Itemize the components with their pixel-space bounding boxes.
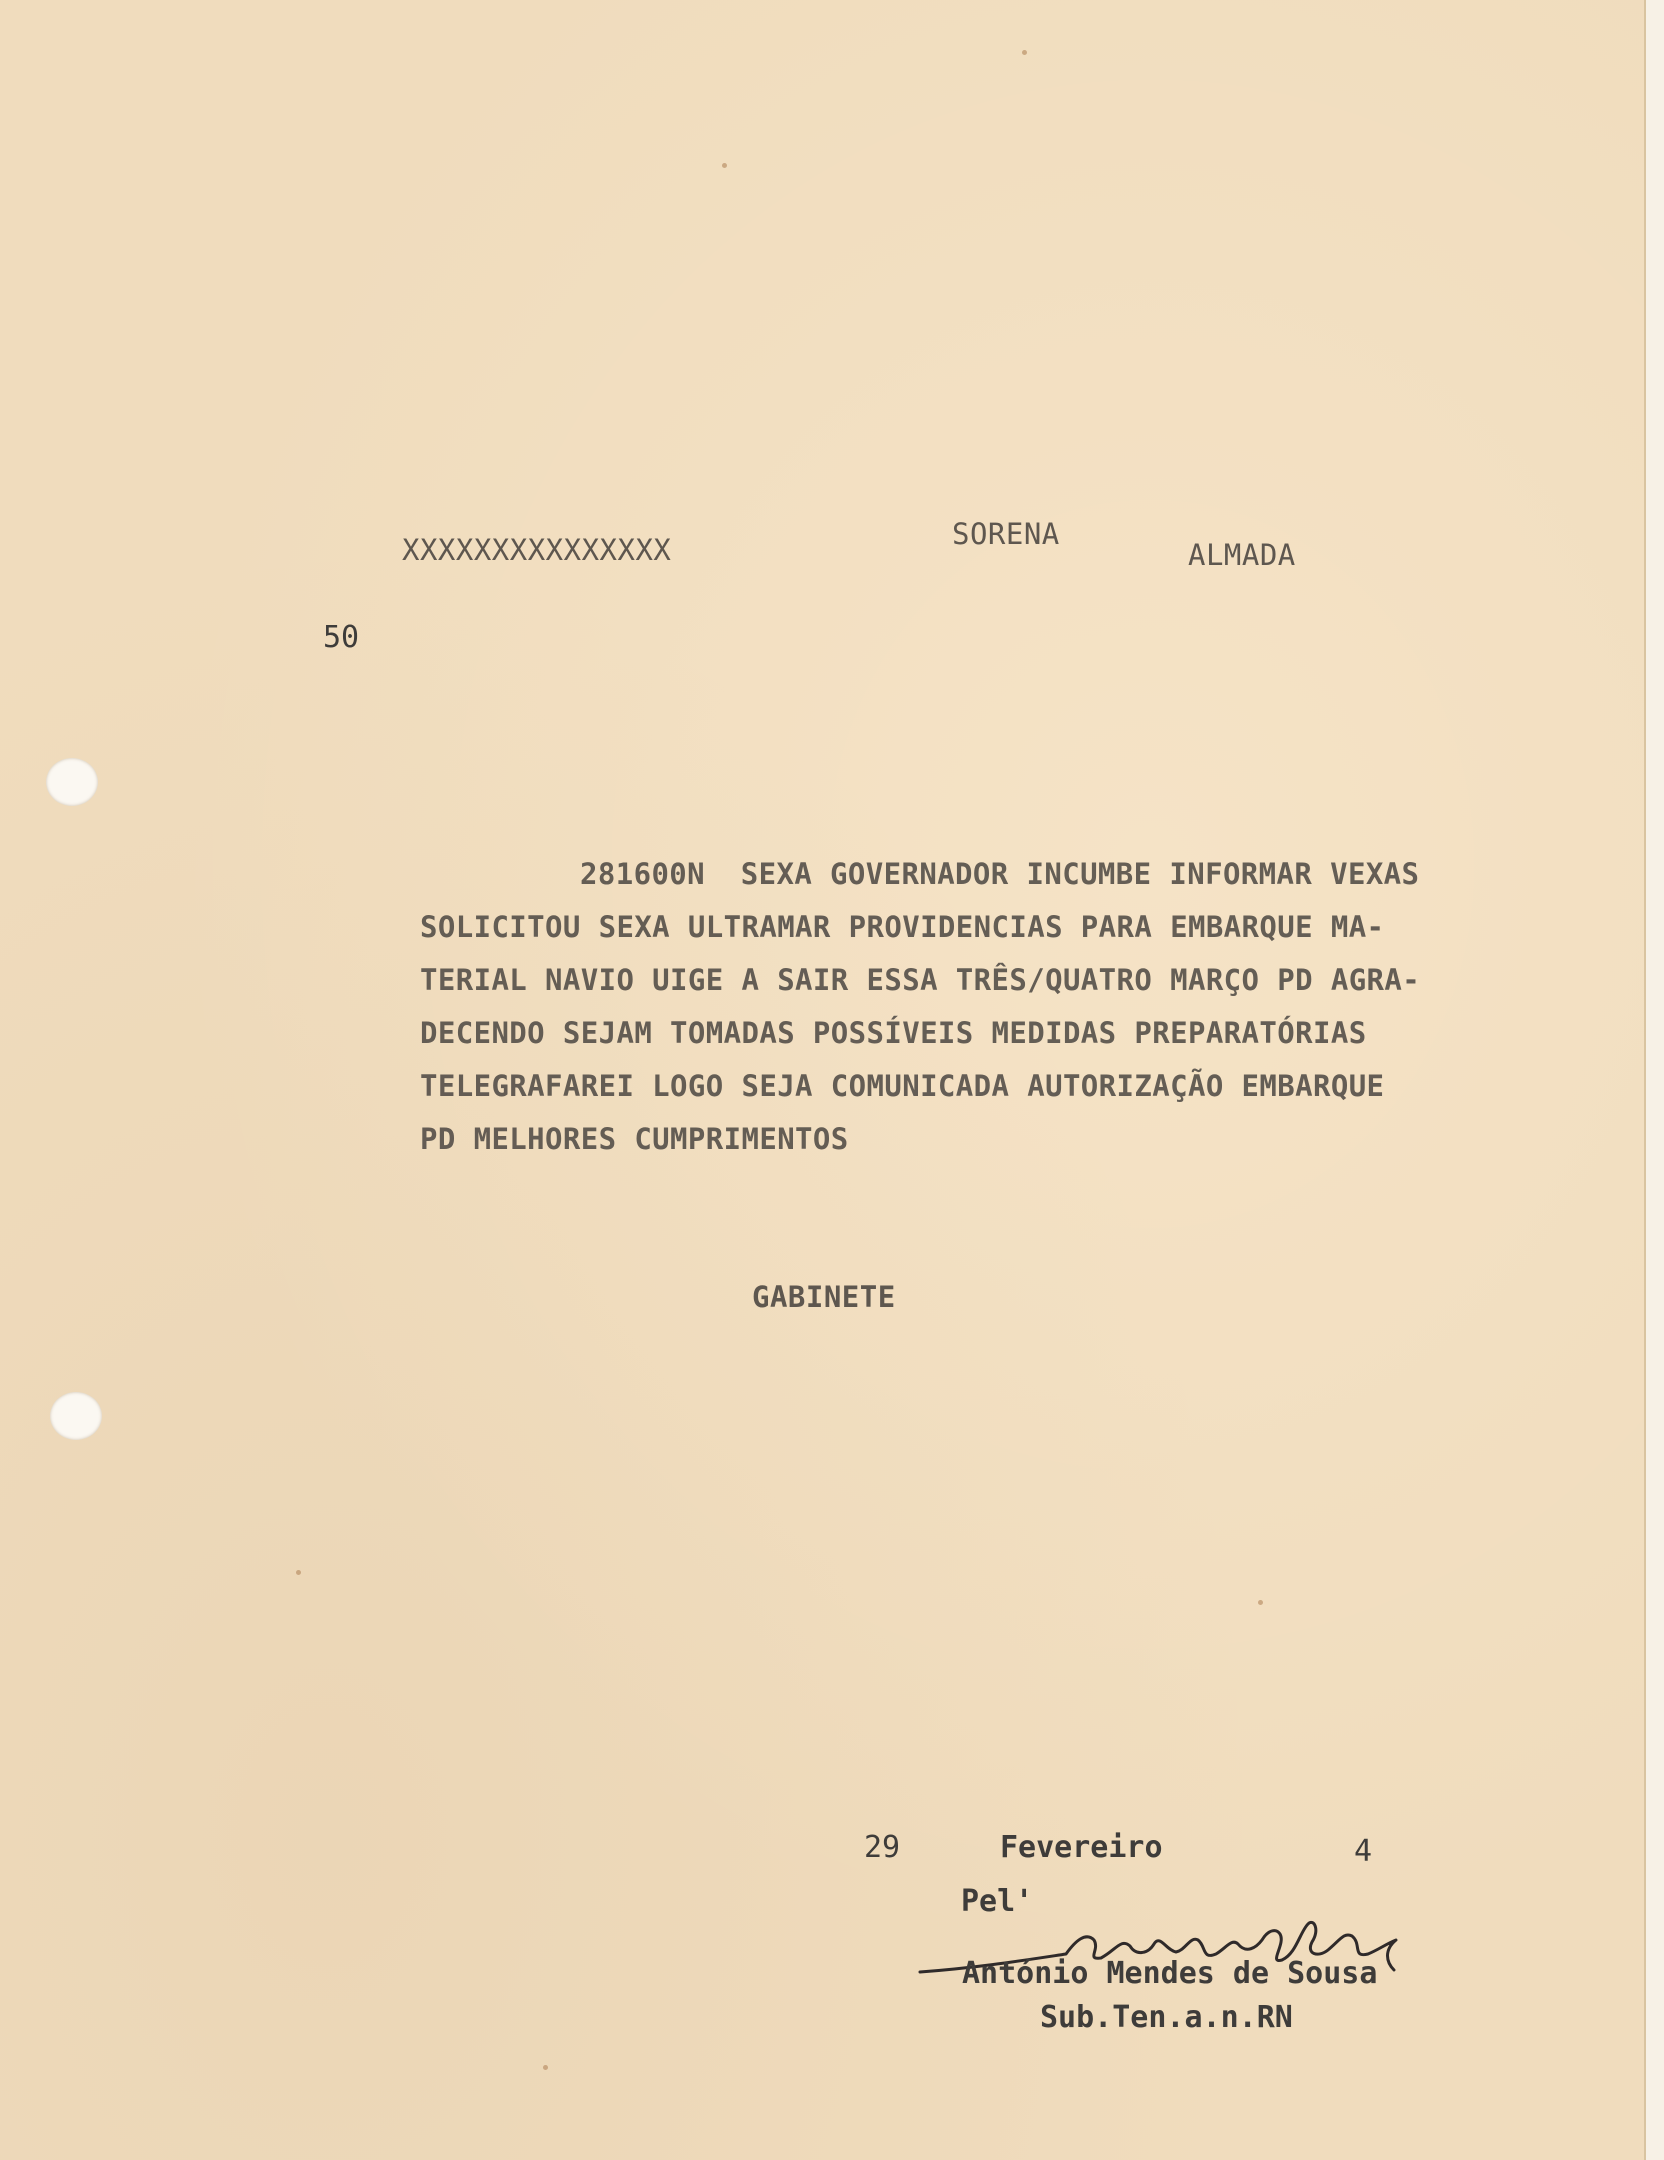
paper-speck: [543, 2065, 548, 2070]
body-line: SOLICITOU SEXA ULTRAMAR PROVIDENCIAS PARA EMBARQUE MA-: [420, 910, 1385, 944]
date-day: 29: [864, 1830, 901, 1865]
paper-speck: [296, 1570, 301, 1575]
body-line: 281600N SEXA GOVERNADOR INCUMBE INFORMAR VEXAS: [580, 857, 1420, 891]
body-line: TERIAL NAVIO UIGE A SAIR ESSA TRÊS/QUATRO MARÇO PD AGRA-: [420, 963, 1421, 997]
sender-office: GABINETE: [752, 1280, 896, 1314]
signatory-name: António Mendes de Sousa: [962, 1956, 1378, 1991]
paper-speck: [1258, 1600, 1263, 1605]
destination: ALMADA: [1188, 538, 1296, 572]
date-year: 4: [1354, 1834, 1373, 1869]
signature-prefix: Pel': [961, 1884, 1034, 1919]
body-line: TELEGRAFAREI LOGO SEJA COMUNICADA AUTORIZAÇÃO EMBARQUE: [420, 1069, 1385, 1103]
redacted-sender: XXXXXXXXXXXXXXX: [402, 533, 672, 567]
signatory-rank: Sub.Ten.a.n.RN: [1040, 2000, 1293, 2035]
date-month: Fevereiro: [1000, 1830, 1163, 1865]
telegram-body: [420, 848, 1560, 1166]
page-edge: [1644, 0, 1664, 2160]
paper-speck: [722, 163, 727, 168]
body-line: PD MELHORES CUMPRIMENTOS: [420, 1122, 849, 1156]
recipient: SORENA: [952, 517, 1060, 551]
body-line: DECENDO SEJAM TOMADAS POSSÍVEIS MEDIDAS PREPARATÓRIAS: [420, 1016, 1367, 1050]
paper-speck: [1022, 50, 1027, 55]
reference-number: 50: [323, 620, 360, 655]
punch-hole-bottom: [50, 1392, 102, 1440]
punch-hole-top: [46, 758, 98, 806]
